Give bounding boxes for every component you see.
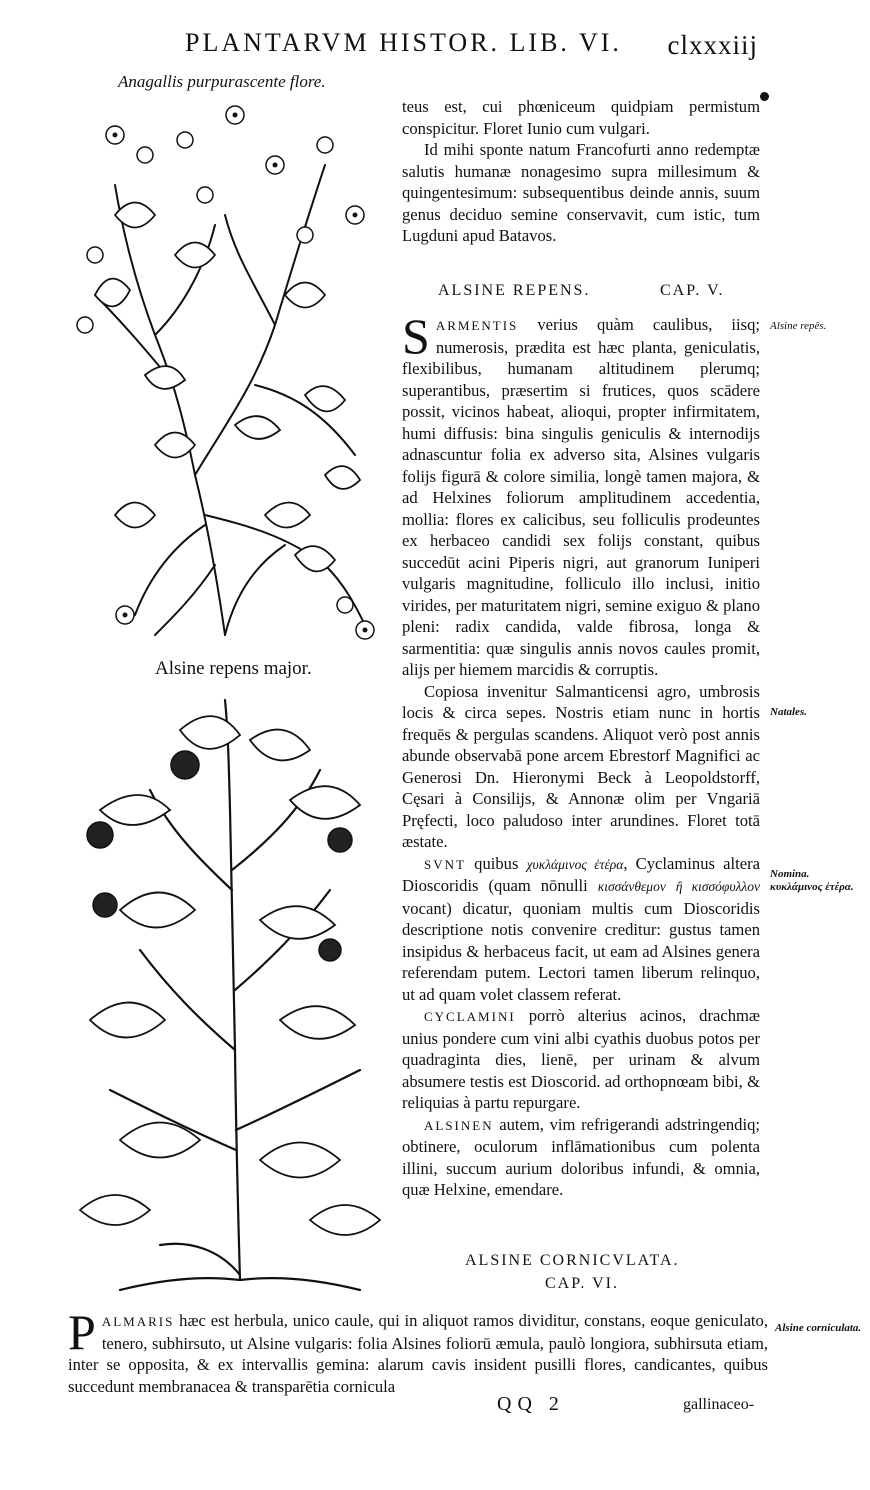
column-continuation — [402, 96, 760, 247]
margin-note-alsine-repens: Alsine repēs. — [770, 320, 827, 332]
running-head: PLANTARVM HISTOR. LIB. VI. — [185, 28, 622, 57]
drop-capital-s: S — [402, 308, 430, 364]
paragraph-alsinen — [402, 1114, 760, 1201]
ink-blot — [760, 92, 769, 101]
chapter-6-body — [68, 1304, 768, 1397]
lead-word-sarmentis: ARMENTIS — [435, 318, 519, 333]
paragraph-palmaris — [68, 1304, 768, 1397]
lead-word-alsinen: ALSINEN — [424, 1117, 494, 1133]
drop-capital-p: P — [68, 1304, 96, 1360]
palmaris-text: hæc est herbula, unico caule, qui in aliquot ramos dividitur, constans, eoque geniculato, tenero, subhirsuto, ut Alsine vulgaris: folia Alsines foliorū æmula, paulò longiora, subhirsuta etiam, inter se opposita, & ex intervallis gemina: alarum cavis insident pusilli flores, candicantes, quibus succedunt membranacea & transparētia cornicula — [68, 1311, 768, 1396]
chapter-6-title: ALSINE CORNICVLATA. — [465, 1252, 680, 1269]
paragraph-francofurti: Id mihi sponte natum Francofurti anno redemptæ salutis humanæ nonagesimo supra millesimum & quingentesimum: subsequentibus deinde annis, suum genus deciduo semine conservavit, cum istic, tum Lugduni apud Batavos. — [402, 140, 760, 245]
figure-caption-anagallis: Anagallis purpurascente flore. — [118, 72, 326, 91]
lead-word-cyclamini: CYCLAMINI — [424, 1009, 516, 1024]
chapter-5-title: ALSINE REPENS. — [438, 282, 591, 299]
greek-term-2: κισσάνθεμον — [597, 879, 666, 894]
woodcut-alsine-repens-major — [60, 690, 400, 1300]
margin-note-natales: Natales. — [770, 706, 807, 718]
figure-caption-alsine-repens: Alsine repens major. — [155, 658, 312, 679]
paragraph-sarmentis — [402, 308, 760, 681]
margin-note-alsine-corniculata: Alsine corniculata. — [775, 1322, 862, 1334]
chapter-6-number: CAP. VI. — [545, 1275, 619, 1292]
greek-term-1: χυκλάμινος ἑτέρα — [526, 856, 624, 872]
signature-mark: QQ 2 — [497, 1393, 565, 1415]
continuation-text: teus est, cui phœniceum quidpiam permistum conspicitur. Floret Iunio cum vulgari. — [402, 97, 760, 138]
nomina-text-a: quibus — [465, 853, 527, 873]
nomina-text-d: vocant) dicatur, quoniam multis cum Dioscoridis descriptione notis convenire creditur: gustus tamen insipidus & herbaceus facit, ut eam ad Alsines genera referendam putem. Lectori tamen liberum relinquo, ut ad quam volet classem referat. — [402, 898, 760, 1004]
lead-word-palmaris: ALMARIS — [101, 1314, 175, 1329]
plant-illustration-top — [55, 95, 395, 655]
woodcut-anagallis — [55, 95, 395, 655]
lead-word-sunt: SVNT — [424, 856, 466, 872]
nomina-text-c — [666, 876, 676, 895]
chapter-5-body — [402, 308, 760, 1201]
margin-note-nomina: Nomina. κυκλάμινος ἑτέρα. — [770, 868, 854, 893]
cyclamini-text: porrò alterius acinos, drachmæ unius pondere cum vini albi cyathis duobus potos per quadraginta dies, lienē, per urinam & alvum absumere testis est Dioscorid. ad orthopnœam bibi, & reliquias à partu repurgare. — [402, 1006, 760, 1112]
folio-number: clxxxiij — [667, 30, 758, 60]
alsinen-text: autem, vim refrigerandi adstringendiq; obtinere, oculorum inflāmationibus cum polenta illini, succum aurium doloribus infundi, & omnia, quæ Helxine, emendare. — [402, 1114, 760, 1199]
nomina-text-b: , Cyclaminus altera Dioscoridis (quam nōnulli — [402, 853, 760, 895]
paragraph-natales: Copiosa invenitur Salmanticensi agro, umbrosis locis & circa sepes. Nostris etiam nunc in hortis frequēs & pergulas scandens. Aliquot verò post annis abunde observabā pone arcem Ebrestorf Magnifici ac Generosi Dn. Hieronymi Beck à Leopoldstorff, Cęsari à Consilijs, & Annonæ olim per Vngariā Pręfecti, loco paludoso inter arundines. Floret totā æstate. — [402, 681, 760, 851]
catchword: gallinaceo- — [683, 1396, 755, 1413]
chapter-5-number: CAP. V. — [660, 282, 725, 299]
paragraph-nomina — [402, 853, 760, 1006]
plant-illustration-bottom — [60, 690, 400, 1300]
greek-term-3: ἢ κισσόφυλλον — [675, 879, 760, 894]
paragraph-cyclamini — [402, 1005, 760, 1114]
paragraph-sarmentis-text: verius quàm caulibus, iisq; numerosis, prædita est hæc planta, geniculatis, flexibilibus, humanam altitudinem plerumq; superantibus, præsertim si frutices, quos scādere possit, vicinos habeat, alioqui, propter infirmitatem, humi diffusis: bina singulis geniculis & internodijs adnascuntur folia ex adverso sita, Alsines vulgaris folijs figurā & colore similia, longè tamen majora, & ad Helxines foliorum amplitudinem accedentia, mollia: flores ex calicibus, seu folliculis prodeuntes ex herbaceo candidi sex folijs constant, quibus succedūt acini Piperis nigri, aut granorum Iuniperi vulgaris magnitudine, folliculo illo inclusi, initio virides, per maturitatem nigri, semine exiguo & plano pleni: radix candida, valde fibrosa, longa & sarmentitia: quæ singulis annis novos caules promit, alijs per hiemem marcidis & corruptis. — [402, 315, 760, 679]
